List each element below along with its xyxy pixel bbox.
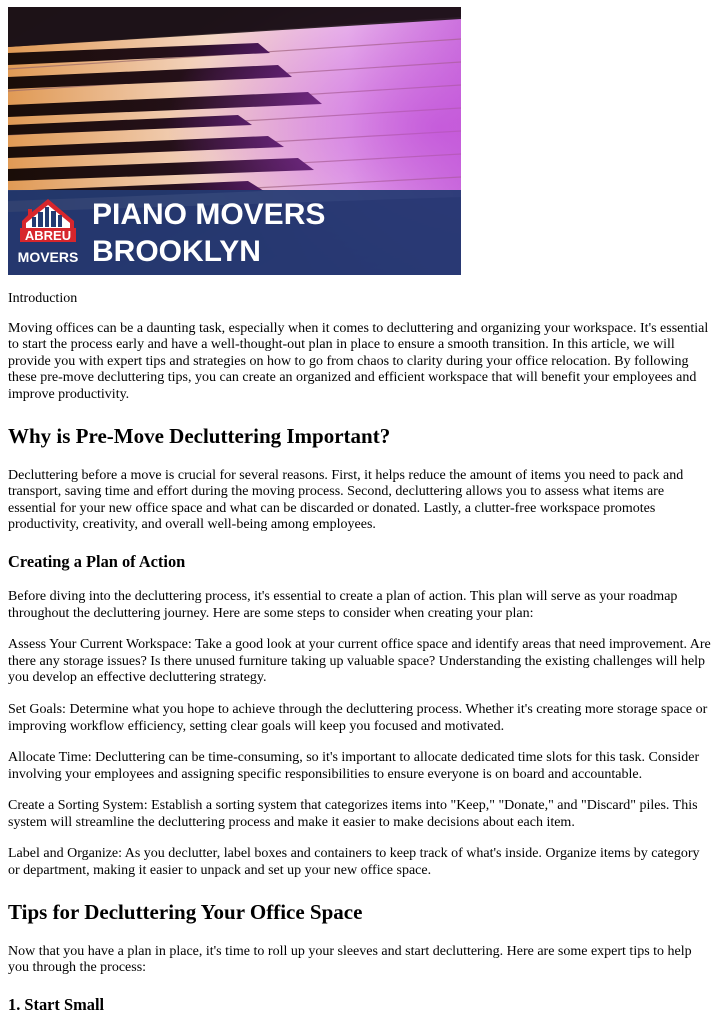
tips-paragraph: Now that you have a plan in place, it's time to roll up your sleeves and start decluttering. Here are some expert tips to help you through the process: <box>8 943 692 976</box>
banner-title-line1: PIANO MOVERS <box>92 198 326 231</box>
heading-why-declutter: Why is Pre-Move Decluttering Important? <box>8 423 391 448</box>
plan-paragraph: Before diving into the decluttering process, it's essential to create a plan of action. This plan will serve as your roadmap throughout the decluttering journey. Here are some steps to consider when creating your plan: <box>8 588 678 621</box>
assess-paragraph: Assess Your Current Workspace: Take a good look at your current office space and identify areas that need improvement. Are there any storage issues? Is there unused furniture taking up valuable space? Understanding the existing challenges will help you develop an effective decluttering strategy. <box>8 637 711 686</box>
heading-plan-of-action: Creating a Plan of Action <box>8 551 186 571</box>
goals-paragraph: Set Goals: Determine what you hope to achieve through the decluttering process. Whether it's creating more storage space or improving workflow efficiency, setting clear goals will keep you focused and motivated. <box>8 701 708 734</box>
label-organize-paragraph: Label and Organize: As you declutter, label boxes and containers to keep track of what's inside. Organize items by category or department, making it easier to unpack and set up your new office space. <box>8 846 700 879</box>
intro-paragraph: Moving offices can be a daunting task, especially when it comes to decluttering and organizing your workspace. It's essential to start the process early and have a well-thought-out plan in place to ensure a smooth transition. In this article, we will provide you with expert tips and strategies on how to go from chaos to clarity during your office relocation. By following these pre-move decluttering tips, you can create an organized and efficient workspace that will benefit your employees and improve productivity. <box>8 320 709 402</box>
heading-tips: Tips for Decluttering Your Office Space <box>8 899 363 924</box>
hero-image <box>8 7 461 275</box>
logo-text-line1: ABREU <box>24 228 72 243</box>
piano-keys-illustration <box>8 7 461 275</box>
why-paragraph: Decluttering before a move is crucial for several reasons. First, it helps reduce the amount of items you need to pack and transport, saving time and effort during the moving process. Second, decluttering allows you to assess what items are essential for your new office space and what can be discarded or donated. Lastly, a clutter-free workspace promotes productivity, creativity, and overall well-being among employees. <box>8 467 684 533</box>
sorting-system-paragraph: Create a Sorting System: Establish a sorting system that categorizes items into "Keep," "Donate," and "Discard" piles. This system will streamline the decluttering process and make it easier to make decisions about each item. <box>8 798 698 830</box>
logo-text-line2: MOVERS <box>17 249 79 265</box>
banner-title-line2: BROOKLYN <box>92 235 261 268</box>
intro-label: Introduction <box>8 291 78 306</box>
heading-start-small: 1. Start Small <box>8 994 105 1014</box>
allocate-time-paragraph: Allocate Time: Decluttering can be time-consuming, so it's important to allocate dedicated time slots for this task. Consider involving your employees and assigning specific responsibilities to ensure everyone is on board and accountable. <box>8 750 700 782</box>
